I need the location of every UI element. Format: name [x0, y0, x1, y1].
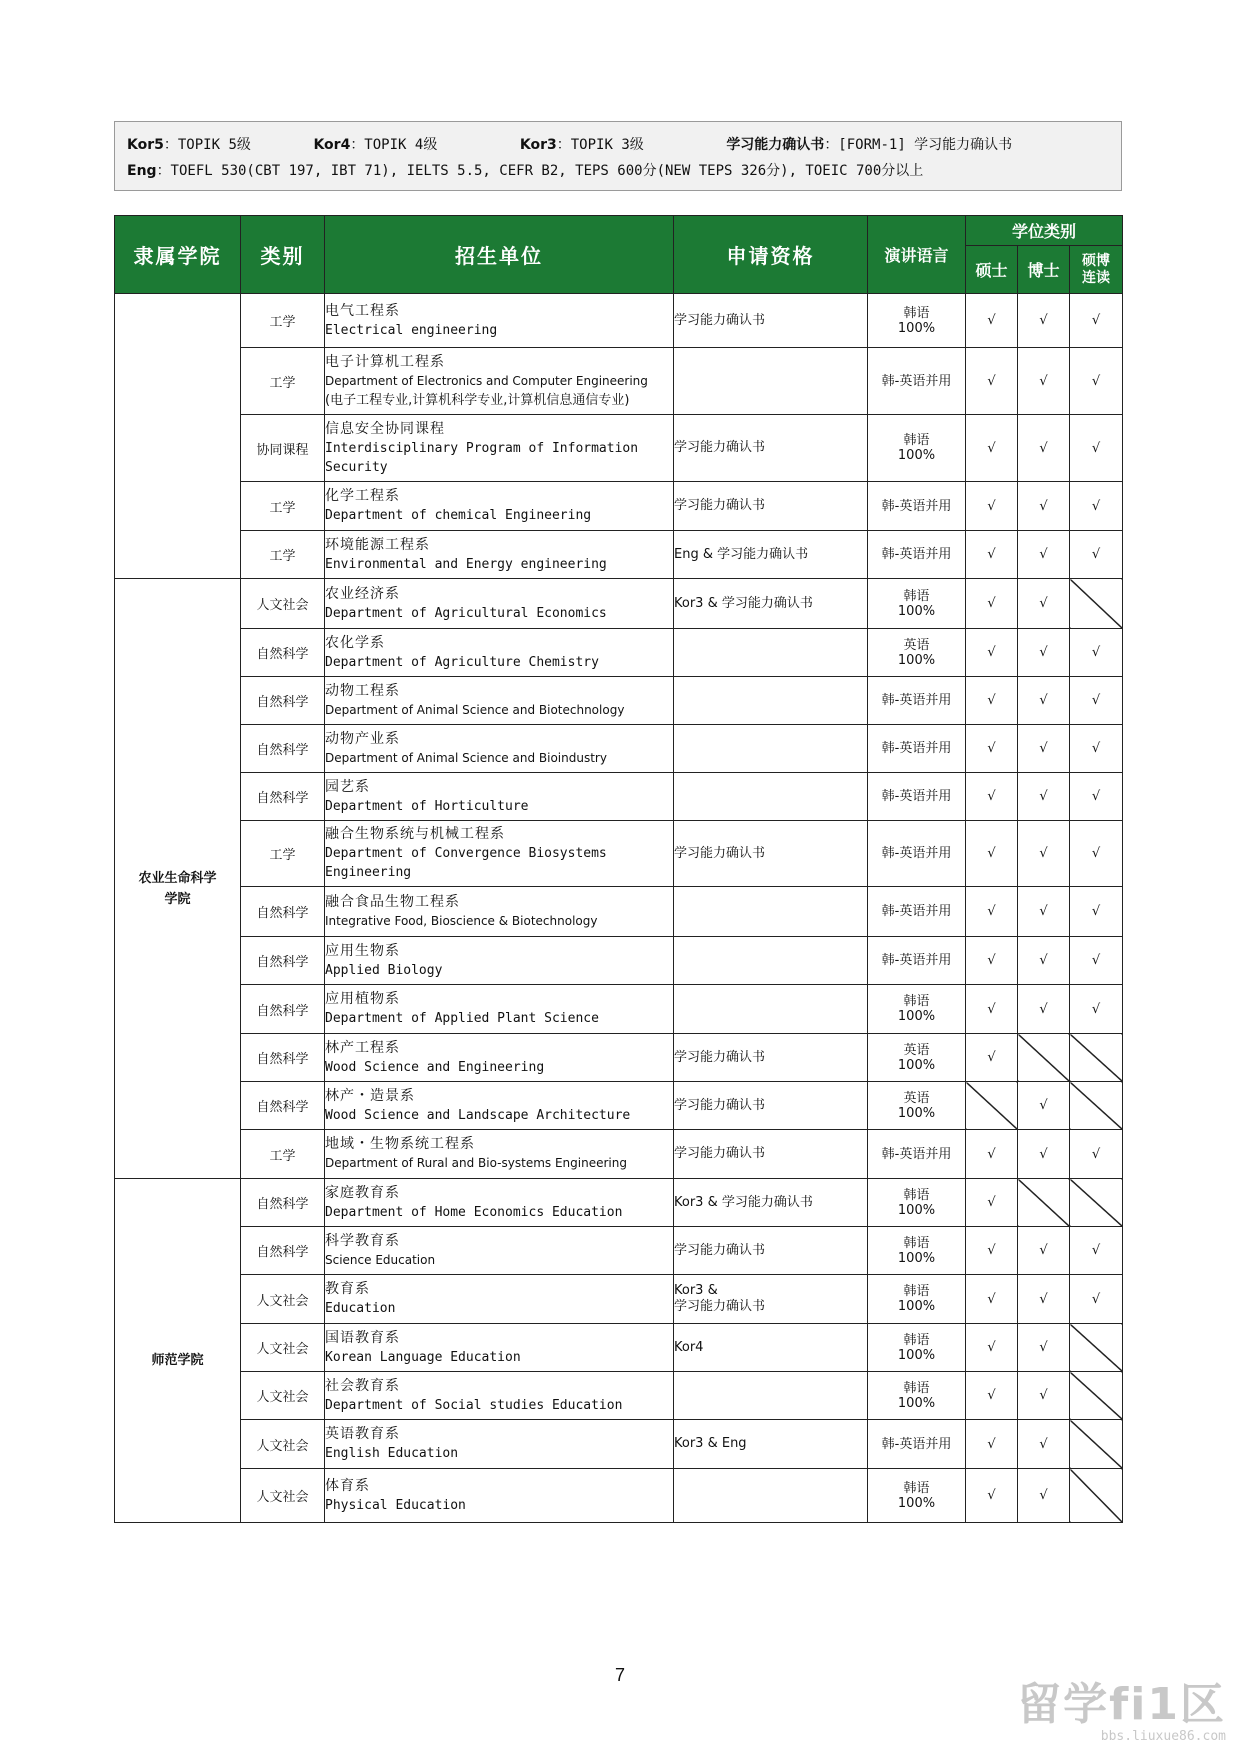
legend-key: 学习能力确认书 [726, 137, 825, 153]
requirement-cell [674, 1372, 868, 1420]
table-row [115, 1130, 1123, 1179]
unit-cell [325, 1420, 674, 1469]
unit-cell [325, 531, 674, 579]
unit-cell [325, 1469, 674, 1523]
language-cell: 韩语 100% [868, 1275, 966, 1324]
table-row [115, 348, 1123, 415]
header-category: 类别 [241, 216, 325, 294]
unit-cell [325, 1082, 674, 1130]
category-cell: 自然科学 [241, 937, 325, 985]
unit-name-en: Physical Education [325, 1497, 466, 1513]
unit-name-en: Integrative Food, Bioscience & Biotechnology [325, 913, 598, 928]
master-cell: √ [966, 1275, 1018, 1324]
combined-cell [1070, 1082, 1123, 1130]
category-cell: 工学 [241, 294, 325, 348]
table-row [115, 629, 1123, 677]
language-cell: 英语 100% [868, 1034, 966, 1082]
unit-name-en: Applied Biology [325, 962, 443, 978]
unit-cell [325, 1179, 674, 1227]
unit-cell [325, 1227, 674, 1275]
unit-name-en: Department of Electronics and Computer Engineering [325, 373, 648, 388]
table-row [115, 1179, 1123, 1227]
combined-cell [1070, 1179, 1123, 1227]
combined-cell: √ [1070, 531, 1123, 579]
doctor-cell: √ [1018, 482, 1070, 531]
combined-cell: √ [1070, 1130, 1123, 1179]
combined-cell: √ [1070, 725, 1123, 773]
unit-name-zh: 应用生物系 [325, 942, 400, 959]
language-cell: 韩语 100% [868, 1227, 966, 1275]
doctor-cell: √ [1018, 294, 1070, 348]
master-cell: √ [966, 773, 1018, 821]
doctor-cell: √ [1018, 1275, 1070, 1324]
language-cell: 韩-英语并用 [868, 937, 966, 985]
unit-cell [325, 415, 674, 482]
combined-cell: √ [1070, 985, 1123, 1034]
unit-cell [325, 1130, 674, 1179]
language-cell: 韩语 100% [868, 415, 966, 482]
requirement-cell: Kor3 & Eng [674, 1420, 868, 1469]
doctor-cell: √ [1018, 579, 1070, 629]
college-name: 师范学院 [151, 1353, 204, 1368]
combined-cell: √ [1070, 821, 1123, 887]
combined-cell [1070, 1469, 1123, 1523]
header-master: 硕士 [966, 246, 1018, 294]
legend-key: Eng [127, 163, 157, 179]
unit-name-zh: 农业经济系 [325, 585, 400, 602]
legend-line-2 [127, 160, 923, 180]
combined-cell [1070, 1420, 1123, 1469]
master-cell: √ [966, 1034, 1018, 1082]
doctor-cell [1018, 1034, 1070, 1082]
header-requirement: 申请资格 [674, 216, 868, 294]
unit-name-zh: 教育系 [325, 1281, 370, 1297]
unit-name-zh: 家庭教育系 [325, 1184, 400, 1201]
table-row [115, 579, 1123, 629]
doctor-cell: √ [1018, 531, 1070, 579]
combined-cell: √ [1070, 677, 1123, 725]
unit-name-zh: 园艺系 [325, 778, 370, 795]
watermark-url: bbs.liuxue86.com [1100, 1729, 1226, 1744]
language-cell: 韩-英语并用 [868, 887, 966, 937]
combined-cell: √ [1070, 1227, 1123, 1275]
header-degree: 学位类别 [966, 216, 1123, 246]
requirement-cell [674, 629, 868, 677]
table-row [115, 985, 1123, 1034]
combined-cell [1070, 1372, 1123, 1420]
table-row [115, 1034, 1123, 1082]
unit-name-zh: 林产・造景系 [325, 1087, 415, 1104]
legend-value: ：TOEFL 530(CBT 197, IBT 71), IELTS 5.5, CEFR B2, TEPS 600分(NEW TEPS 326分), TOEIC 700分以上 [156, 163, 924, 179]
unit-name-en: Electrical engineering [325, 322, 498, 338]
unit-name-en: Department of Horticulture [325, 798, 529, 814]
unit-name-zh: 环境能源工程系 [325, 536, 430, 553]
language-cell: 韩语 100% [868, 1179, 966, 1227]
header-unit: 招生单位 [325, 216, 674, 294]
doctor-cell: √ [1018, 629, 1070, 677]
language-cell: 韩语 100% [868, 1469, 966, 1523]
unit-majors: (电子工程专业,计算机科学专业,计算机信息通信专业) [325, 392, 630, 408]
requirement-cell [674, 1469, 868, 1523]
unit-name-zh: 体育系 [325, 1477, 370, 1494]
watermark-title: 留学fi1区 [1017, 1679, 1226, 1730]
language-cell: 韩-英语并用 [868, 1130, 966, 1179]
requirement-cell: 学习能力确认书 [674, 1130, 868, 1179]
header-language: 演讲语言 [868, 216, 966, 294]
category-cell: 自然科学 [241, 1034, 325, 1082]
requirement-cell: Kor3 & 学习能力确认书 [674, 1275, 868, 1324]
unit-name-en: Department of Animal Science and Bioindustry [325, 750, 607, 765]
unit-name-zh: 信息安全协同课程 [325, 420, 445, 437]
master-cell: √ [966, 725, 1018, 773]
category-cell: 工学 [241, 821, 325, 887]
unit-name-zh: 融合食品生物工程系 [325, 893, 460, 910]
language-cell: 韩语 100% [868, 1324, 966, 1372]
unit-cell [325, 773, 674, 821]
table-row [115, 1372, 1123, 1420]
category-cell: 自然科学 [241, 1082, 325, 1130]
requirement-cell: Eng & 学习能力确认书 [674, 531, 868, 579]
legend-key: Kor3 [519, 137, 557, 153]
requirement-cell [674, 773, 868, 821]
doctor-cell: √ [1018, 677, 1070, 725]
language-cell: 韩-英语并用 [868, 677, 966, 725]
category-cell: 自然科学 [241, 629, 325, 677]
category-cell: 工学 [241, 531, 325, 579]
doctor-cell: √ [1018, 1227, 1070, 1275]
doctor-cell: √ [1018, 415, 1070, 482]
unit-name-en: Interdisciplinary Program of Information Security [325, 440, 639, 475]
combined-cell: √ [1070, 1275, 1123, 1324]
requirement-cell [674, 887, 868, 937]
unit-name-en: Department of chemical Engineering [325, 508, 592, 523]
college-cell [115, 1179, 241, 1523]
doctor-cell: √ [1018, 937, 1070, 985]
master-cell: √ [966, 579, 1018, 629]
doctor-cell: √ [1018, 773, 1070, 821]
college-cell [115, 579, 241, 1179]
unit-cell [325, 629, 674, 677]
doctor-cell: √ [1018, 348, 1070, 415]
category-cell: 工学 [241, 1130, 325, 1179]
master-cell: √ [966, 531, 1018, 579]
table-row [115, 773, 1123, 821]
table-row [115, 531, 1123, 579]
unit-cell [325, 677, 674, 725]
unit-name-zh: 农化学系 [325, 634, 385, 651]
college-name: 农业生命科学 学院 [138, 870, 217, 907]
language-cell: 韩-英语并用 [868, 531, 966, 579]
master-cell: √ [966, 1324, 1018, 1372]
language-cell: 韩-英语并用 [868, 725, 966, 773]
master-cell: √ [966, 294, 1018, 348]
master-cell: √ [966, 1130, 1018, 1179]
unit-cell [325, 1372, 674, 1420]
category-cell: 自然科学 [241, 677, 325, 725]
unit-name-en: Department of Convergence Biosystems Engineering [325, 846, 607, 880]
unit-name-zh: 应用植物系 [325, 991, 400, 1007]
combined-cell: √ [1070, 415, 1123, 482]
unit-name-en: Department of Agriculture Chemistry [325, 654, 599, 670]
unit-cell [325, 1324, 674, 1372]
master-cell: √ [966, 1469, 1018, 1523]
legend-key: Kor5 [127, 137, 164, 153]
category-cell: 人文社会 [241, 1372, 325, 1420]
doctor-cell: √ [1018, 887, 1070, 937]
legend-value: ：[FORM-1] 学习能力确认书 [824, 137, 1013, 153]
unit-name-zh: 社会教育系 [325, 1377, 400, 1394]
master-cell: √ [966, 629, 1018, 677]
table-row [115, 677, 1123, 725]
language-cell: 韩语 100% [868, 985, 966, 1034]
watermark [1017, 1681, 1226, 1744]
unit-name-zh: 化学工程系 [325, 488, 400, 504]
combined-cell: √ [1070, 294, 1123, 348]
unit-name-en: Department of Applied Plant Science [325, 1011, 599, 1026]
category-cell: 协同课程 [241, 415, 325, 482]
college-name [115, 426, 240, 446]
category-cell: 自然科学 [241, 985, 325, 1034]
table-body [115, 294, 1123, 1523]
header-college: 隶属学院 [115, 216, 241, 294]
college-cell [115, 294, 241, 579]
master-cell: √ [966, 482, 1018, 531]
category-cell: 自然科学 [241, 725, 325, 773]
unit-name-en: Wood Science and Landscape Architecture [325, 1107, 631, 1123]
category-cell: 人文社会 [241, 1324, 325, 1372]
language-cell: 韩-英语并用 [868, 773, 966, 821]
doctor-cell: √ [1018, 821, 1070, 887]
unit-name-en: Department of Home Economics Education [325, 1204, 623, 1220]
language-cell: 韩-英语并用 [868, 821, 966, 887]
doctor-cell: √ [1018, 1372, 1070, 1420]
table-row [115, 1227, 1123, 1275]
unit-cell [325, 725, 674, 773]
category-cell: 自然科学 [241, 773, 325, 821]
category-cell: 自然科学 [241, 1227, 325, 1275]
unit-name-zh: 科学教育系 [325, 1232, 400, 1249]
legend-value: ：TOPIK 3级 [556, 137, 644, 153]
table-row [115, 1324, 1123, 1372]
unit-name-en: English Education [325, 1446, 459, 1461]
table-row [115, 482, 1123, 531]
master-cell: √ [966, 985, 1018, 1034]
unit-cell [325, 887, 674, 937]
table-row [115, 415, 1123, 482]
unit-cell [325, 1275, 674, 1324]
unit-name-en: Department of Agricultural Economics [325, 605, 607, 621]
category-cell: 工学 [241, 482, 325, 531]
category-cell: 工学 [241, 348, 325, 415]
requirement-cell: 学习能力确认书 [674, 1227, 868, 1275]
unit-name-zh: 英语教育系 [325, 1426, 400, 1442]
language-cell: 韩语 100% [868, 1372, 966, 1420]
language-cell: 韩-英语并用 [868, 482, 966, 531]
unit-name-zh: 林产工程系 [325, 1039, 400, 1056]
header-combined: 硕博 连读 [1070, 246, 1123, 294]
table-row [115, 725, 1123, 773]
legend-key: Kor4 [313, 137, 351, 153]
table-row [115, 937, 1123, 985]
combined-cell: √ [1070, 773, 1123, 821]
unit-cell [325, 579, 674, 629]
table-row [115, 821, 1123, 887]
unit-name-zh: 地域・生物系统工程系 [325, 1136, 475, 1152]
master-cell: √ [966, 937, 1018, 985]
category-cell: 自然科学 [241, 1179, 325, 1227]
unit-name-zh: 电子计算机工程系 [325, 353, 445, 370]
language-cell: 韩-英语并用 [868, 348, 966, 415]
unit-name-en: Korean Language Education [325, 1349, 521, 1365]
requirement-cell: Kor4 [674, 1324, 868, 1372]
requirement-cell: Kor3 & 学习能力确认书 [674, 579, 868, 629]
language-cell: 韩语 100% [868, 579, 966, 629]
doctor-cell: √ [1018, 1082, 1070, 1130]
requirement-cell [674, 725, 868, 773]
unit-cell [325, 937, 674, 985]
category-cell: 人文社会 [241, 579, 325, 629]
language-cell: 英语 100% [868, 629, 966, 677]
language-cell: 韩-英语并用 [868, 1420, 966, 1469]
category-cell: 人文社会 [241, 1420, 325, 1469]
unit-cell [325, 985, 674, 1034]
doctor-cell: √ [1018, 1420, 1070, 1469]
requirement-cell: 学习能力确认书 [674, 294, 868, 348]
category-cell: 人文社会 [241, 1275, 325, 1324]
doctor-cell [1018, 1179, 1070, 1227]
unit-cell [325, 348, 674, 415]
unit-name-zh: 国语教育系 [325, 1329, 400, 1346]
doctor-cell: √ [1018, 1130, 1070, 1179]
admission-table [114, 215, 1123, 1523]
language-cell: 英语 100% [868, 1082, 966, 1130]
language-cell: 韩语 100% [868, 294, 966, 348]
combined-cell: √ [1070, 348, 1123, 415]
legend-value: ：TOPIK 5级 [163, 137, 251, 153]
legend-box [114, 121, 1122, 191]
unit-cell [325, 294, 674, 348]
requirement-cell: 学习能力确认书 [674, 415, 868, 482]
combined-cell: √ [1070, 887, 1123, 937]
unit-name-en: Wood Science and Engineering [325, 1059, 545, 1075]
combined-cell [1070, 579, 1123, 629]
table-row [115, 1275, 1123, 1324]
unit-name-zh: 动物产业系 [325, 730, 400, 747]
requirement-cell: 学习能力确认书 [674, 1034, 868, 1082]
combined-cell: √ [1070, 482, 1123, 531]
master-cell: √ [966, 821, 1018, 887]
master-cell: √ [966, 1372, 1018, 1420]
header-doctor: 博士 [1018, 246, 1070, 294]
requirement-cell [674, 937, 868, 985]
unit-cell [325, 1034, 674, 1082]
unit-name-en: Department of Rural and Bio-systems Engineering [325, 1156, 627, 1170]
doctor-cell: √ [1018, 725, 1070, 773]
legend-line-1 [127, 134, 1012, 154]
requirement-cell: Kor3 & 学习能力确认书 [674, 1179, 868, 1227]
category-cell: 人文社会 [241, 1469, 325, 1523]
combined-cell [1070, 1034, 1123, 1082]
requirement-cell [674, 348, 868, 415]
master-cell: √ [966, 1179, 1018, 1227]
table-row [115, 1469, 1123, 1523]
requirement-cell [674, 985, 868, 1034]
requirement-cell: 学习能力确认书 [674, 1082, 868, 1130]
category-cell: 自然科学 [241, 887, 325, 937]
doctor-cell: √ [1018, 1469, 1070, 1523]
combined-cell [1070, 1324, 1123, 1372]
unit-name-zh: 电气工程系 [325, 302, 400, 319]
unit-name-zh: 融合生物系统与机械工程系 [325, 826, 505, 842]
unit-name-zh: 动物工程系 [325, 682, 400, 699]
master-cell: √ [966, 677, 1018, 725]
master-cell: √ [966, 887, 1018, 937]
master-cell: √ [966, 1420, 1018, 1469]
unit-cell [325, 482, 674, 531]
combined-cell: √ [1070, 629, 1123, 677]
master-cell [966, 1082, 1018, 1130]
unit-name-en: Department of Animal Science and Biotechnology [325, 702, 625, 717]
master-cell: √ [966, 1227, 1018, 1275]
table-row [115, 1082, 1123, 1130]
unit-name-en: Environmental and Energy engineering [325, 556, 607, 572]
unit-cell [325, 821, 674, 887]
unit-name-en: Department of Social studies Education [325, 1397, 623, 1413]
unit-name-en: Education [325, 1301, 396, 1316]
doctor-cell: √ [1018, 1324, 1070, 1372]
master-cell: √ [966, 348, 1018, 415]
combined-cell: √ [1070, 937, 1123, 985]
requirement-cell [674, 677, 868, 725]
table-row [115, 294, 1123, 348]
table-row [115, 887, 1123, 937]
requirement-cell: 学习能力确认书 [674, 821, 868, 887]
page-number: 7 [614, 1665, 625, 1685]
requirement-cell: 学习能力确认书 [674, 482, 868, 531]
master-cell: √ [966, 415, 1018, 482]
legend-value: ：TOPIK 4级 [350, 137, 438, 153]
table-row [115, 1420, 1123, 1469]
unit-name-en: Science Education [325, 1252, 436, 1267]
doctor-cell: √ [1018, 985, 1070, 1034]
